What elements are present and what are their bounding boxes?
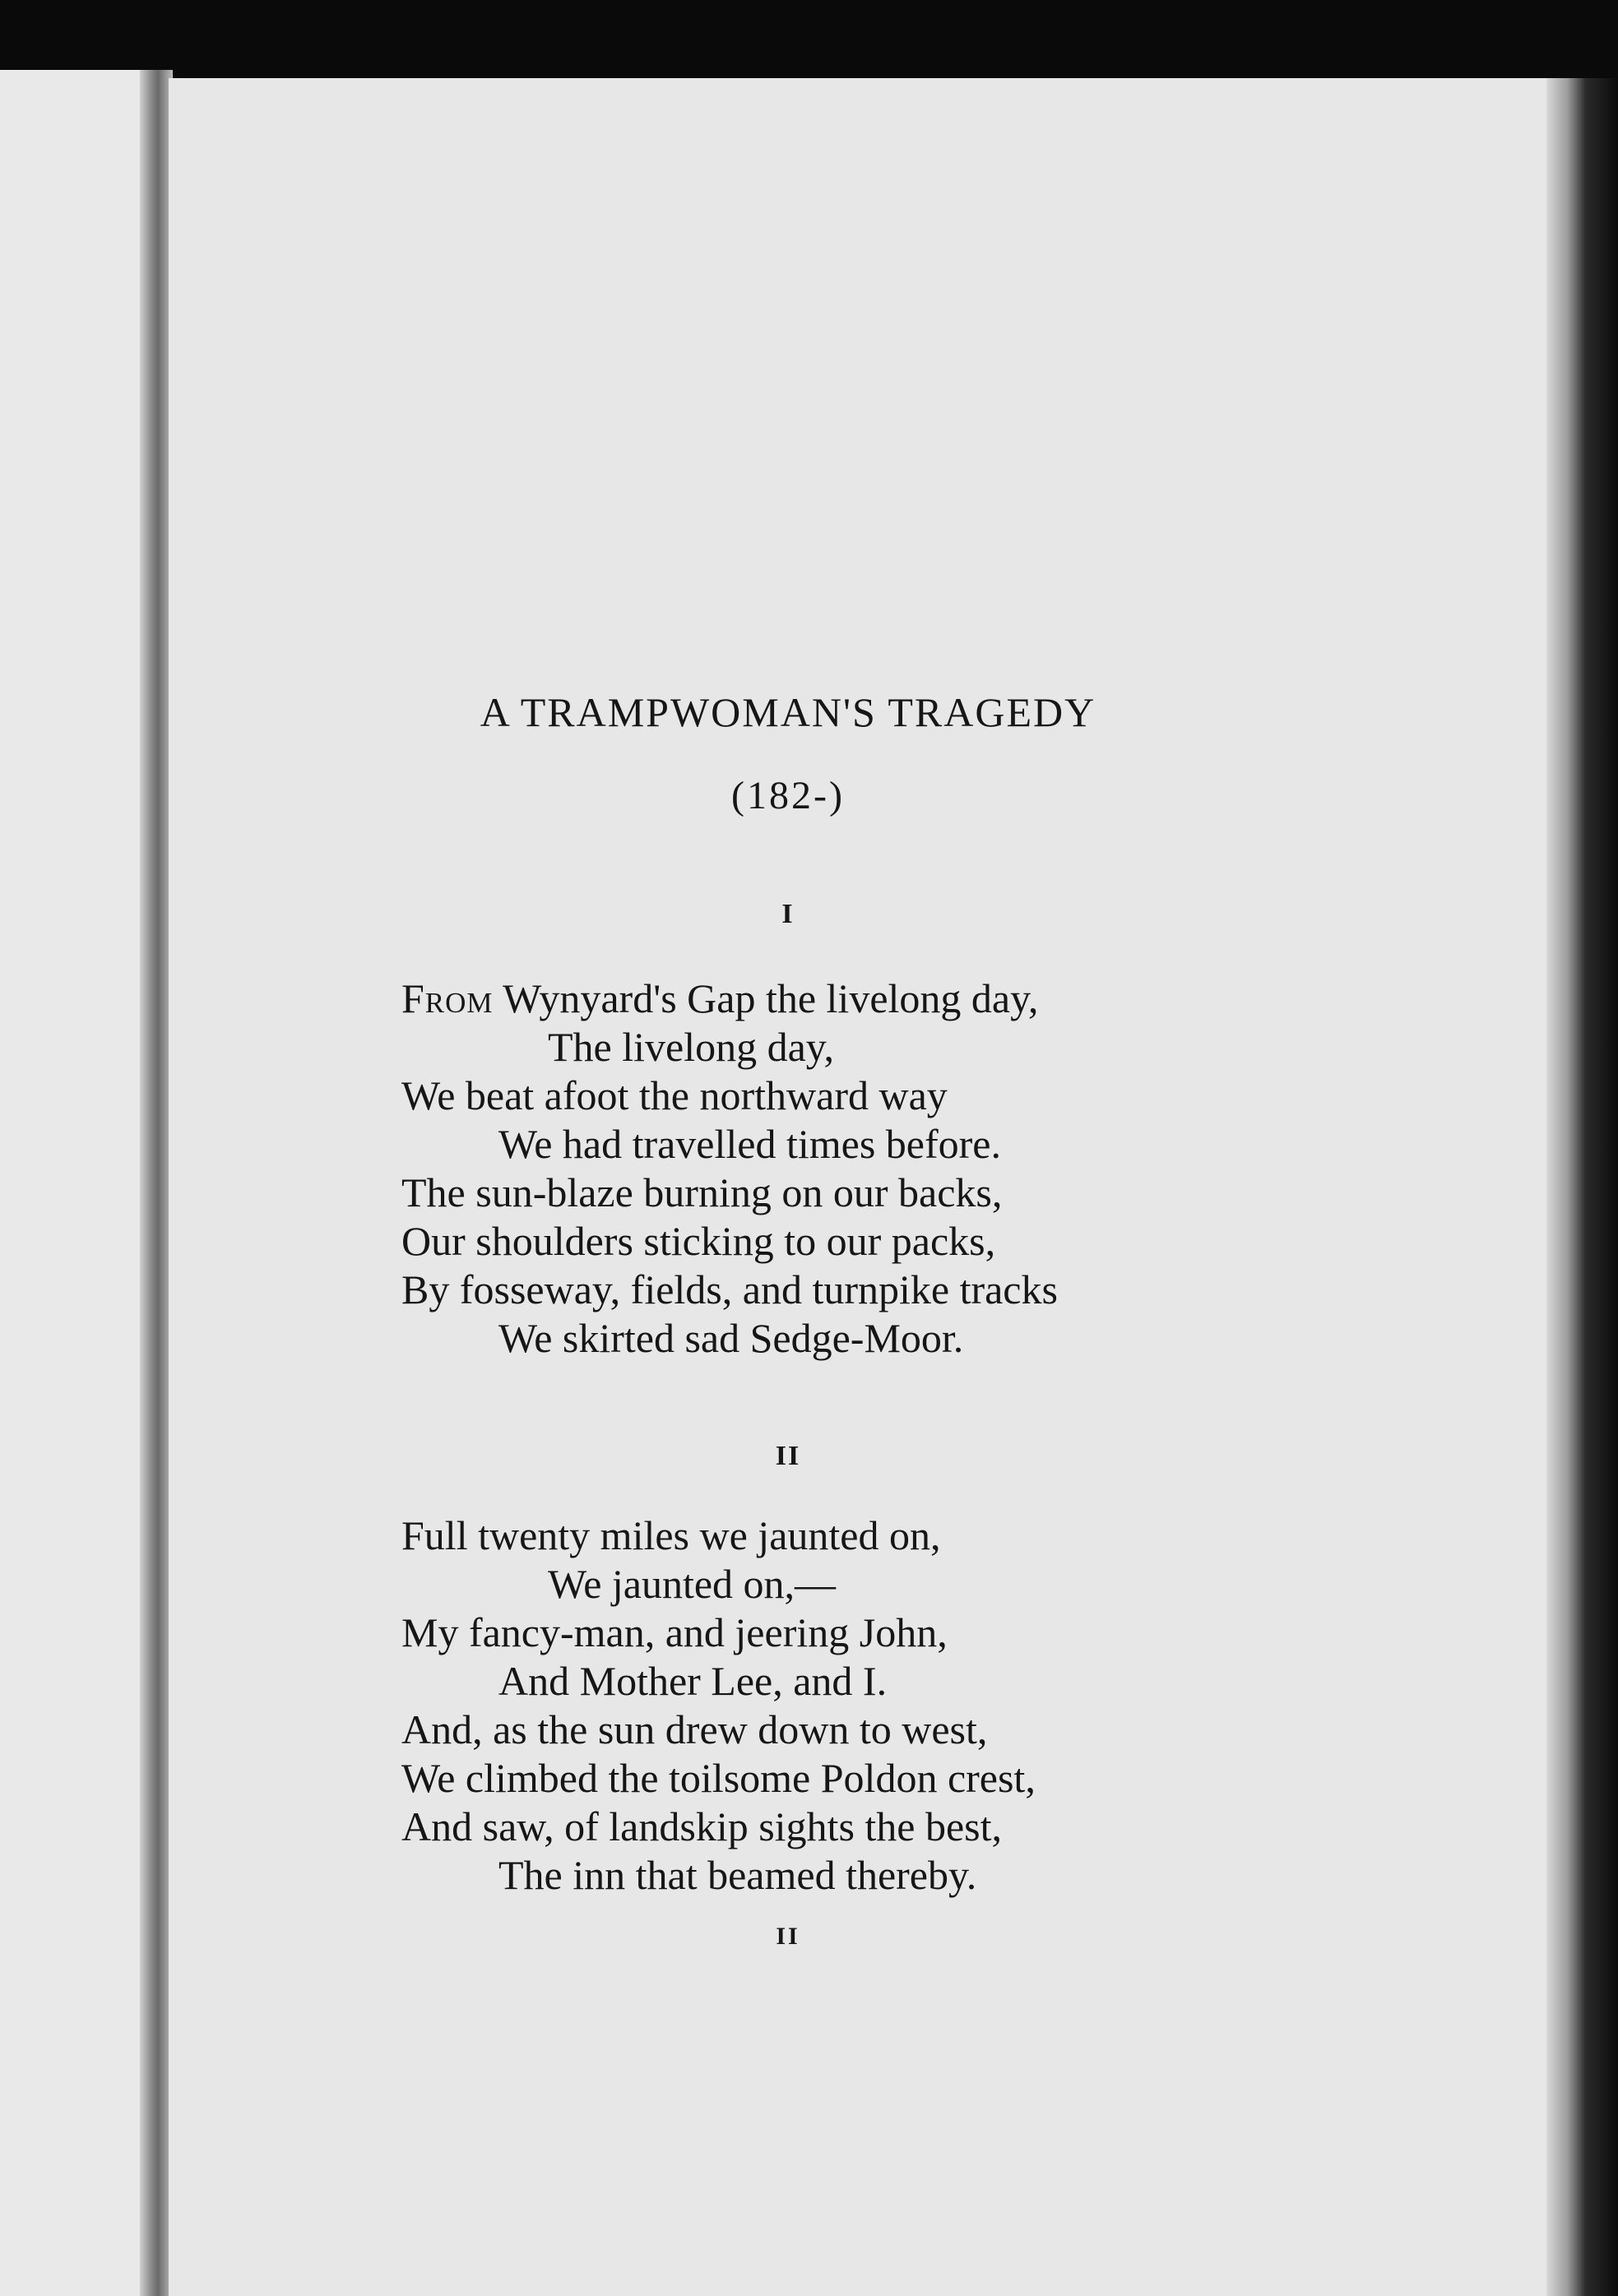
verse-line: The livelong day, bbox=[548, 1024, 835, 1070]
verse-line: The inn that beamed thereby. bbox=[498, 1852, 977, 1898]
poem-date: (182-) bbox=[731, 774, 845, 817]
section-number-1: I bbox=[781, 899, 795, 929]
verse-line: The sun-blaze burning on our backs, bbox=[401, 1169, 1003, 1215]
verse-line: And Mother Lee, and I. bbox=[498, 1658, 888, 1704]
stanza-1 bbox=[401, 974, 1058, 1363]
verse-line: And, as the sun drew down to west, bbox=[401, 1706, 988, 1752]
poem-title: A TRAMPWOMAN'S TRAGEDY bbox=[480, 689, 1096, 735]
verse-line: And saw, of landskip sights the best, bbox=[401, 1803, 1003, 1849]
verse-lead-word: From bbox=[401, 975, 494, 1021]
page-right-edge bbox=[1546, 78, 1618, 2296]
verse-line: By fosseway, fields, and turnpike tracks bbox=[401, 1266, 1058, 1312]
verse-line: We climbed the toilsome Poldon crest, bbox=[401, 1755, 1036, 1801]
scan-top-border bbox=[0, 0, 1618, 78]
verse-line: Our shoulders sticking to our packs, bbox=[401, 1218, 996, 1264]
section-number-2: II bbox=[775, 1441, 801, 1471]
verse-line: We had travelled times before. bbox=[498, 1121, 1001, 1167]
verse-line: My fancy-man, and jeering John, bbox=[401, 1609, 948, 1655]
verse-line: From Wynyard's Gap the livelong day, bbox=[401, 975, 1039, 1021]
verse-line: We jaunted on,— bbox=[548, 1561, 837, 1607]
verse-line: We skirted sad Sedge-Moor. bbox=[498, 1315, 964, 1361]
signature-mark: II bbox=[776, 1923, 800, 1950]
book-gutter bbox=[140, 70, 173, 2296]
verse-line: We beat afoot the northward way bbox=[401, 1072, 948, 1118]
stanza-2 bbox=[401, 1511, 1036, 1900]
verse-line: Full twenty miles we jaunted on, bbox=[401, 1512, 941, 1558]
